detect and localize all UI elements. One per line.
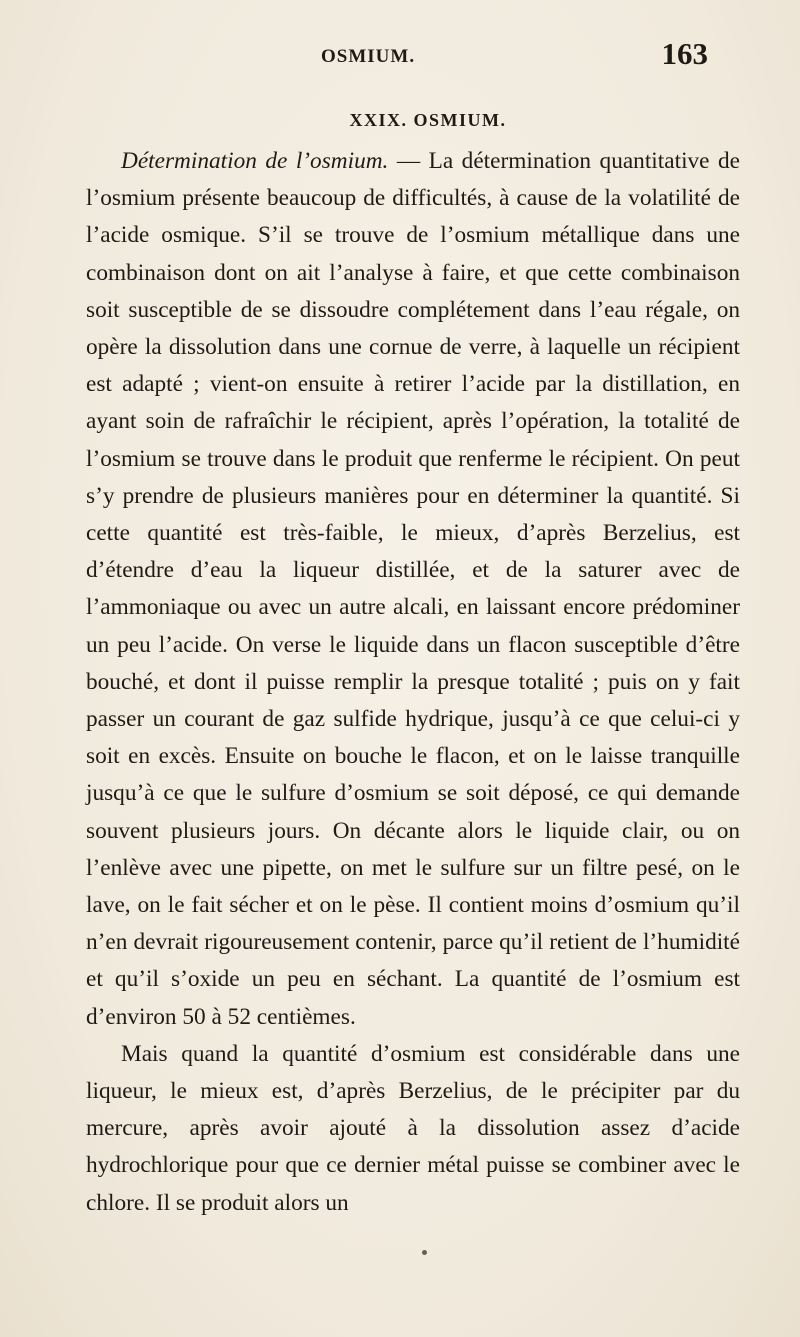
paragraph-body: Mais quand la quantité d’osmium est considérable dans une liqueur, le mieux est, d’après Berzelius, de le précipiter par du mercure, après avoir ajouté à la dissolution assez d’acide hydrochlorique pour que ce dernier métal puisse se combiner avec le chlore. Il se produit alors un [86,1040,740,1216]
running-head [86,30,740,74]
page-number: 163 [661,36,708,71]
paragraph-body: — La détermination quantitative de l’osmium présente beaucoup de difficultés, à cause de la volatilité de l’acide osmique. S’il se trouve de l’osmium métallique dans une combinaison dont on ait l’analyse à faire, et que cette combinaison soit susceptible de se dissoudre complétement dans l’eau régale, on opère la dissolution dans une cornue de verre, à laquelle un récipient est adapté ; vient-on ensuite à retirer l’acide par la distillation, en ayant soin de rafraîchir le récipient, après l’opération, la totalité de l’osmium se trouve dans le produit que renferme le récipient. On peut s’y prendre de plusieurs manières pour en déterminer la quantité. Si cette quantité est très-faible, le mieux, d’après Berzelius, est d’étendre d’eau la liqueur distillée, et de la saturer avec de l’ammoniaque ou avec un autre alcali, en laissant encore prédominer un peu l’acide. On verse le liquide dans un flacon susceptible d’être bouché, et dont il puisse remplir la presque totalité ; puis on y fait passer un courant de gaz sulfide hydrique, jusqu’à ce que celui-ci y soit en excès. Ensuite on bouche le flacon, et on le laisse tranquille jusqu’à ce que le sulfure d’osmium se soit déposé, ce qui demande souvent plusieurs jours. On décante alors le liquide clair, ou on l’enlève avec une pipette, on met le sulfure sur un filtre pesé, on le lave, on le fait sécher et on le pèse. Il contient moins d’osmium qu’il n’en devrait rigoureusement contenir, parce qu’il retient de l’humidité et qu’il s’oxide un peu en séchant. La quantité de l’osmium est d’environ 50 à 52 centièmes. [86,148,740,1030]
body-text [86,143,740,1222]
paper-speck [422,1250,427,1255]
paragraph-lead: Détermination de l’osmium. [121,148,389,174]
paragraph-mercury [86,1036,740,1222]
chapter-heading: XXIX. OSMIUM. [349,110,507,130]
paragraph-determination [86,143,740,1036]
running-title: OSMIUM. [321,46,416,67]
